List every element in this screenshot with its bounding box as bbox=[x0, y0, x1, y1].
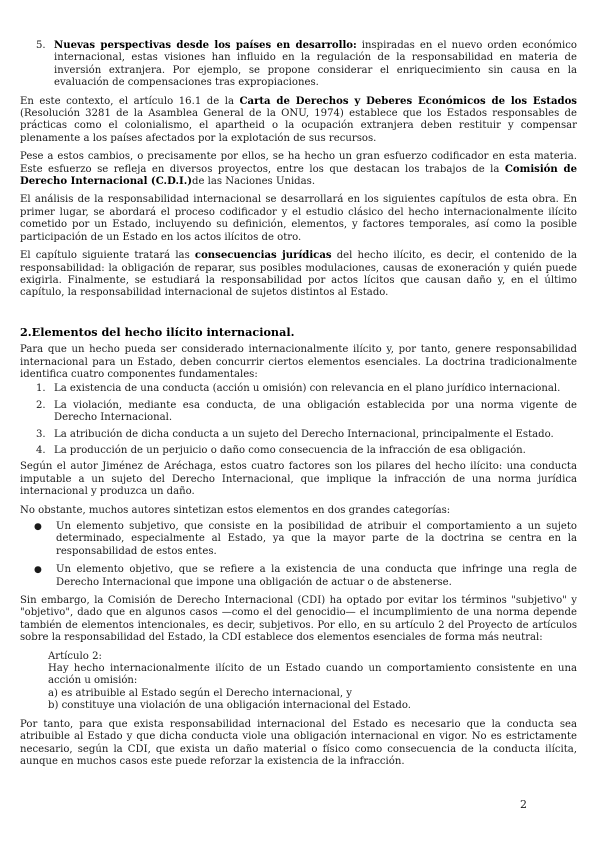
paragraph-cdi: Sin embargo, la Comisión de Derecho Internacional (CDI) ha optado por evitar los términos "subjetivo" y "objetivo", dado que en algunos casos —como el del genocidio— el incumplimiento de una norma depende también de elementos intencionales, es decir, subjetivos. Por ello, en su artículo 2 del Proyecto de artículos sobre la responsabilidad del Estado, la CDI establece dos elementos esenciales de forma más neutral: bbox=[20, 595, 577, 644]
quote-item-b: b) constituye una violación de una obligación internacional del Estado. bbox=[48, 700, 411, 712]
factor-item bbox=[36, 383, 577, 395]
intro-item-bold: Nuevas perspectivas desde los países en desarrollo: bbox=[54, 40, 357, 51]
paragraph-arechaga: Según el autor Jiménez de Aréchaga, estos cuatro factores son los pilares del hecho ilícito: una conducta imputable a un sujeto del Derecho Internacional, que implique la infracción de una norma jurídica internacional y produzca un daño. bbox=[20, 461, 577, 498]
bullet-icon: ● bbox=[34, 565, 42, 576]
paragraph-consecuencias-before: El capítulo siguiente tratará las bbox=[20, 250, 195, 262]
paragraph-consecuencias-bold: consecuencias jurídicas bbox=[194, 250, 332, 262]
paragraph-consecuencias bbox=[20, 250, 577, 300]
paragraph-carta bbox=[20, 96, 577, 146]
paragraph-carta-before: En este contexto, el artículo 16.1 de la bbox=[20, 95, 240, 107]
factor-text: La producción de un perjuicio o daño como consecuencia de la infracción de esa obligación. bbox=[54, 444, 526, 456]
factor-number: 4. bbox=[36, 444, 46, 456]
paragraph-carta-after: (Resolución 3281 de la Asamblea General de la ONU, 1974) establece que los Estados responsables de prácticas como el colonialismo, el apartheid o la ocupación extranjera deben restituir y compensar plenamente a los países afectados por la explotación de sus recursos. bbox=[20, 108, 577, 144]
factor-number: 2. bbox=[36, 399, 46, 411]
paragraph-conclusion: Por tanto, para que exista responsabilidad internacional del Estado es necesario que la conducta sea atribuible al Estado y que dicha conducta viole una obligación internacional en vigor. No es estrictamente necesario, según la CDI, que exista un daño material o físico como consecuencia de la conducta ilícita, aunque en muchos casos este puede reforzar la existencia de la infracción. bbox=[20, 718, 577, 767]
paragraph-codificacion bbox=[20, 151, 577, 188]
paragraph-consecuencias-after: del hecho ilícito, es decir, el contenido de la responsabilidad: la obligación de reparar, sus posibles modulaciones, causas de exoneración y quién puede exigirla. Finalmente, se estudiará la responsabilidad por actos lícitos que causan daño y, en el último capítulo, la responsabilidad internacional de sujetos distintos al Estado. bbox=[20, 250, 577, 299]
paragraph-codificacion-bold: Comisión de Derecho Internacional (C.D.I.) bbox=[20, 163, 577, 188]
section-heading: 2.Elementos del hecho ilícito internacional. bbox=[20, 324, 295, 339]
page-content bbox=[20, 40, 577, 774]
article-quote bbox=[20, 651, 577, 713]
factor-text: La atribución de dicha conducta a un sujeto del Derecho Internacional, principalmente el Estado. bbox=[54, 428, 554, 440]
paragraph-categorias: No obstante, muchos autores sintetizan estos elementos en dos grandes categorías: bbox=[20, 504, 451, 516]
categories-list bbox=[20, 521, 577, 589]
quote-body: Hay hecho internacionalmente ilícito de un Estado cuando un comportamiento consistente en una acción u omisión: bbox=[48, 663, 577, 687]
intro-list-item bbox=[20, 40, 577, 90]
factor-item bbox=[36, 445, 577, 457]
factor-number: 1. bbox=[36, 383, 46, 395]
category-item bbox=[34, 564, 577, 589]
page-number: 2 bbox=[520, 798, 527, 811]
intro-item-text bbox=[54, 40, 577, 90]
category-item bbox=[34, 521, 577, 558]
bullet-icon: ● bbox=[34, 522, 42, 532]
paragraph-codificacion-before: Pese a estos cambios, o precisamente por ellos, se ha hecho un gran esfuerzo codificador en esta materia. Este esfuerzo se refleja en diversos proyectos, entre los que destacan los trabajos de la bbox=[20, 151, 577, 175]
factors-list bbox=[20, 383, 577, 457]
category-text: Un elemento subjetivo, que consiste en la posibilidad de atribuir el comportamiento a un sujeto determinado, especialmente al Estado, ya que la mayor parte de la doctrina se centra en la responsabilidad de estos entes. bbox=[56, 521, 577, 557]
factor-text: La violación, mediante esa conducta, de una obligación establecida por una norma vigente de Derecho Internacional. bbox=[54, 399, 577, 424]
paragraph-elementos-intro: Para que un hecho pueda ser considerado internacionalmente ilícito y, por tanto, genere responsabilidad internacional para un Estado, deben concurrir ciertos elementos esenciales. La doctrina tradicionalmente identifica cuatro componentes fundamentales: bbox=[20, 344, 577, 380]
category-text: Un elemento objetivo, que se refiere a la existencia de una conducta que infringe una regla de Derecho Internacional que impone una obligación de actuar o de abstenerse. bbox=[56, 564, 577, 588]
paragraph-codificacion-after: de las Naciones Unidas. bbox=[192, 176, 316, 188]
factor-text: La existencia de una conducta (acción u omisión) con relevancia en el plano jurídico internacional. bbox=[54, 383, 561, 395]
intro-item-body: inspiradas en el nuevo orden económico internacional, estas visiones han influido en la regulación de la responsabilidad en materia de inversión extranjera. Por ejemplo, se propone considerar el enriquecimiento sin causa en la evaluación de compensaciones tras expropiaciones. bbox=[54, 40, 578, 89]
factor-item bbox=[36, 429, 577, 441]
factor-item bbox=[36, 400, 577, 425]
quote-title: Artículo 2: bbox=[48, 650, 102, 662]
quote-item-a: a) es atribuible al Estado según el Derecho internacional, y bbox=[48, 687, 353, 699]
intro-item-number: 5. bbox=[36, 40, 46, 51]
paragraph-analisis: El análisis de la responsabilidad internacional se desarrollará en los siguientes capítulos de esta obra. En primer lugar, se abordará el proceso codificador y el estudio clásico del hecho internacionalmente ilícito cometido por un Estado, incluyendo su definición, elementos, y factores temporales, así como la posible participación de un Estado en los actos ilícitos de otro. bbox=[20, 194, 577, 243]
factor-number: 3. bbox=[36, 428, 46, 440]
paragraph-carta-bold: Carta de Derechos y Deberes Económicos de los Estados bbox=[239, 95, 577, 107]
